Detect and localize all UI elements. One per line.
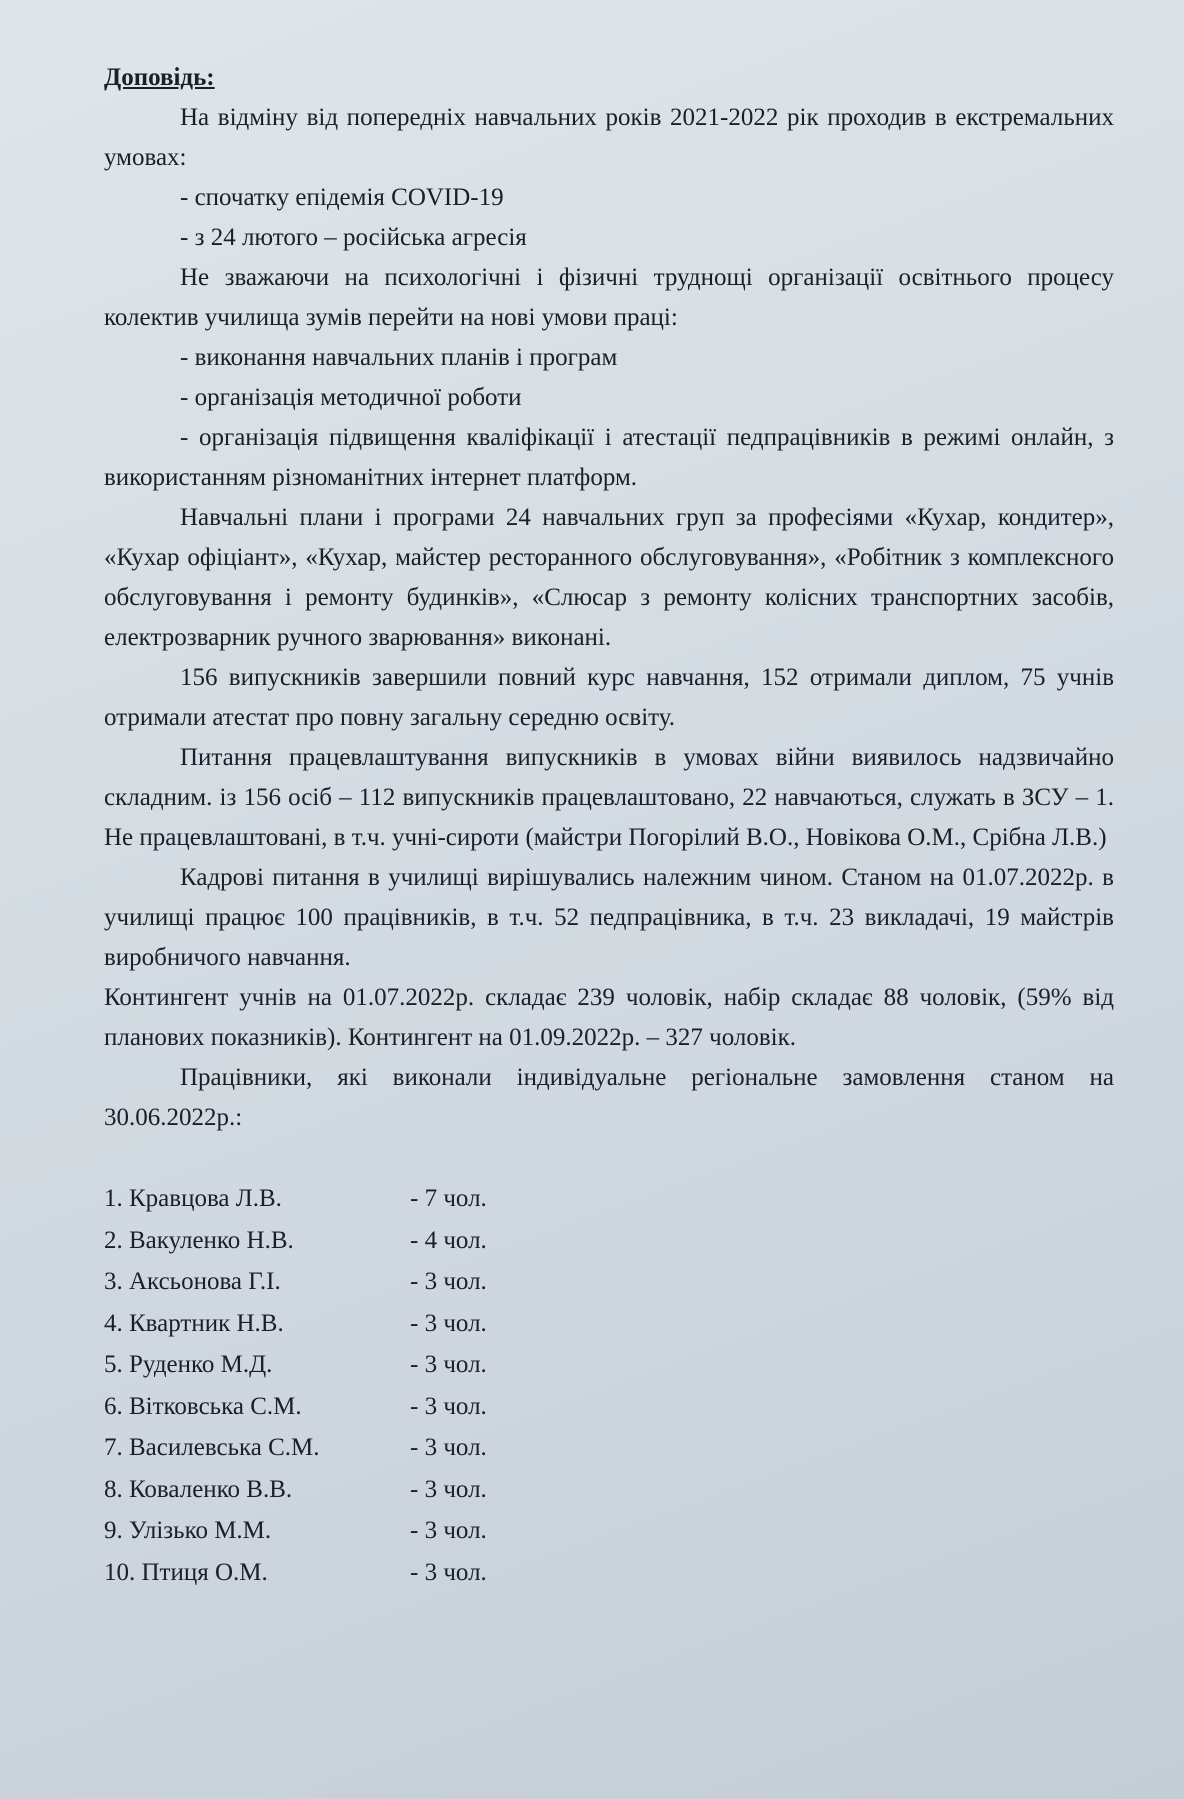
list-item [104, 1552, 1114, 1594]
staff-count: - 3 чол. [410, 1475, 487, 1503]
staff-name: 9. Улізько М.М. [104, 1517, 272, 1544]
staff-count: - 3 чол. [410, 1309, 487, 1337]
staff-count: - 3 чол. [410, 1517, 487, 1544]
document-heading: Доповідь: [104, 64, 215, 91]
staff-name: 2. Вакуленко Н.В. [104, 1226, 294, 1254]
staff-name: 4. Квартник Н.В. [104, 1309, 284, 1337]
staff-count: - 7 чол. [410, 1185, 487, 1212]
bullet-methodical: - організація методичної роботи [180, 384, 522, 411]
staff-count: - 3 чол. [410, 1558, 487, 1586]
paragraph-curricula: Навчальні плани і програми 24 навчальних груп за професіями «Кухар, кондитер», «Кухар офіціант», «Кухар, майстер ресторанного обслуговування», «Робітник з комплексного обслуговування і ремонту будинків», «Слюсар з ремонту колісних транспортних засобів, електрозварник ручного зварювання» виконані. [104, 504, 1114, 651]
staff-list [104, 1178, 1114, 1593]
staff-count: - 3 чол. [410, 1392, 487, 1420]
list-item [104, 1386, 1114, 1428]
list-item [104, 1220, 1114, 1262]
bullet-aggression: - з 24 лютого – російська агресія [180, 224, 527, 251]
staff-name: 8. Коваленко В.В. [104, 1475, 293, 1503]
list-item [104, 1178, 1114, 1220]
paragraph-graduates: 156 випускників завершили повний курс навчання, 152 отримали диплом, 75 учнів отримали атестат про повну загальну середню освіту. [104, 664, 1114, 731]
staff-count: - 3 чол. [410, 1351, 487, 1378]
list-item [104, 1303, 1114, 1345]
list-item [104, 1427, 1114, 1469]
staff-count: - 3 чол. [410, 1268, 487, 1295]
paragraph-intro: На відміну від попередніх навчальних років 2021-2022 рік проходив в екстремальних умовах: [104, 104, 1114, 171]
list-item [104, 1510, 1114, 1552]
list-item [104, 1261, 1114, 1303]
staff-name: 1. Кравцова Л.В. [104, 1185, 282, 1212]
paragraph-staffing: Кадрові питання в училищі вирішувались належним чином. Станом на 01.07.2022р. в училищі працює 100 працівників, в т.ч. 52 педпрацівника, в т.ч. 23 викладачі, 19 майстрів виробничого навчання. [104, 864, 1114, 971]
blank-line [104, 1138, 1114, 1178]
bullet-covid: - спочатку епідемія COVID-19 [180, 184, 504, 211]
bullet-qualification: - організація підвищення кваліфікації і атестації педпрацівників в режимі онлайн, з використанням різноманітних інтернет платформ. [104, 424, 1114, 491]
list-item [104, 1344, 1114, 1386]
staff-name: 7. Василевська С.М. [104, 1434, 320, 1461]
paragraph-contingent: Контингент учнів на 01.07.2022р. складає 239 чоловік, набір складає 88 чоловік, (59% від планових показників). Контингент на 01.09.2022р. – 327 чоловік. [104, 984, 1114, 1051]
staff-count: - 3 чол. [410, 1434, 487, 1461]
staff-name: 3. Аксьонова Г.І. [104, 1268, 281, 1295]
bullet-curricula: - виконання навчальних планів і програм [180, 344, 618, 371]
paragraph-employment: Питання працевлаштування випускників в умовах війни виявилось надзвичайно складним. із 156 осіб – 112 випускників працевлаштовано, 22 навчаються, служать в ЗСУ – 1. Не працевлаштовані, в т.ч. учні-сироти (майстри Погорілий В.О., Новікова О.М., Срібна Л.В.) [104, 744, 1114, 851]
staff-name: 5. Руденко М.Д. [104, 1351, 273, 1378]
paragraph-adaptation: Не зважаючи на психологічні і фізичні труднощі організації освітнього процесу колектив училища зумів перейти на нові умови праці: [104, 264, 1114, 331]
staff-name: 10. Птиця О.М. [104, 1558, 268, 1586]
staff-count: - 4 чол. [410, 1226, 487, 1254]
staff-name: 6. Вітковська С.М. [104, 1392, 302, 1420]
list-item [104, 1469, 1114, 1511]
paragraph-order-intro: Працівники, які виконали індивідуальне регіональне замовлення станом на 30.06.2022р.: [104, 1064, 1114, 1131]
